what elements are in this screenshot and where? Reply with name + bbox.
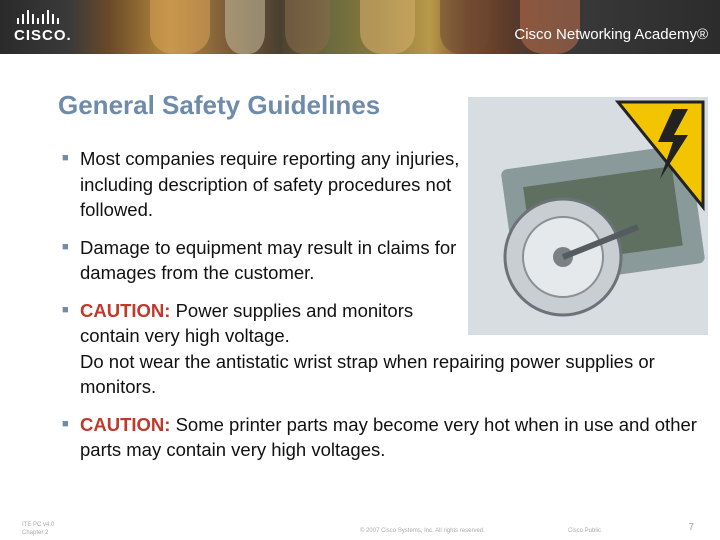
list-item (62, 298, 702, 400)
bullet-list (62, 146, 702, 475)
banner-photo (440, 0, 490, 54)
bullet-text: Most companies require reporting any injuries, including description of safety procedures not followed. (80, 148, 460, 220)
cisco-logo-icon (14, 10, 74, 44)
banner-photo (285, 0, 330, 54)
footer-course-label: ITE PC v4.0 (22, 522, 55, 528)
list-item (62, 146, 472, 223)
banner-photo (360, 0, 415, 54)
footer-chapter (22, 530, 48, 536)
footer-copyright: © 2007 Cisco Systems, Inc. All rights reserved. (360, 528, 485, 534)
footer-course (22, 522, 54, 528)
bullet-marker-icon: ■ (62, 240, 69, 253)
academy-label: Cisco Networking Academy® (514, 26, 708, 43)
banner-photo (150, 0, 210, 54)
bullet-text: Power supplies and monitors contain very high voltage. (80, 299, 414, 346)
bullet-text: Do not wear the antistatic wrist strap when repairing power supplies or monitors. (80, 350, 655, 397)
bullet-marker-icon: ■ (62, 152, 69, 164)
header-banner (0, 0, 720, 54)
caution-label: CAUTION: (80, 413, 171, 435)
banner-photo (225, 0, 265, 54)
footer-classification: Cisco Public (568, 528, 602, 534)
bullet-text: Some printer parts may become very hot when in use and other parts may contain very high voltages. (80, 413, 697, 460)
page-number: 7 (688, 522, 694, 533)
slide-title: General Safety Guidelines (58, 90, 381, 120)
bullet-marker-icon: ■ (62, 417, 69, 430)
bullet-first-line (80, 298, 460, 349)
footer-chapter-label: Chapter 2 (22, 530, 49, 536)
bullet-marker-icon: ■ (62, 303, 69, 316)
list-item (62, 235, 472, 286)
cisco-logo-text: CISCO. (14, 27, 72, 44)
caution-label: CAUTION: (80, 299, 171, 321)
list-item (62, 412, 702, 463)
bullet-text: Damage to equipment may result in claims for damages from the customer. (80, 236, 457, 283)
